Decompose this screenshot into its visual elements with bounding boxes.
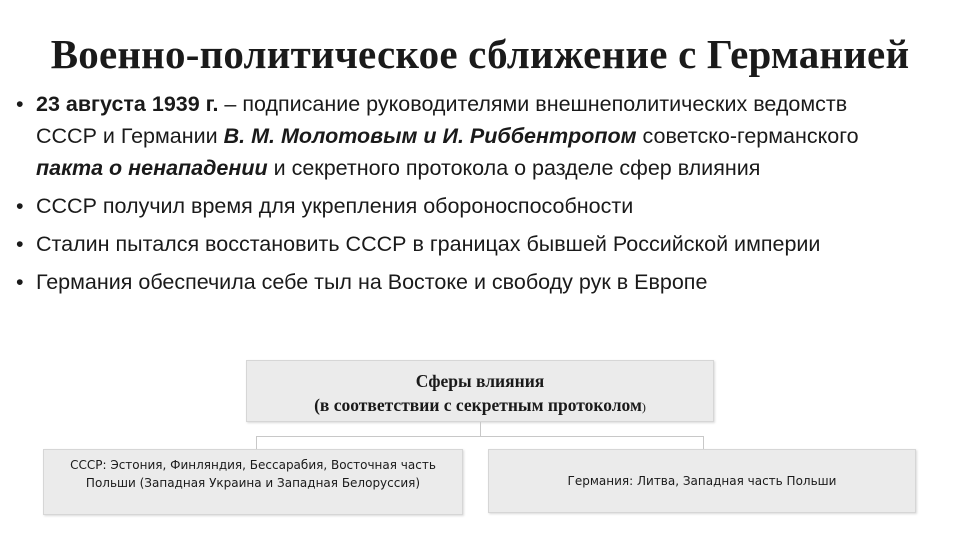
spheres-of-influence-box [246,360,714,422]
pact-text-1: – подписание руководителями внешнеполитических ведомств СССР и Германии [36,92,848,148]
bullet-marker: • [16,92,24,116]
bullet-text: СССР получил время для укрепления обороноспособности [36,194,634,218]
signatories: В. М. Молотовым и И. Риббентропом [223,124,637,148]
germany-sphere-box [488,449,916,513]
bullet-item-stalin [14,228,914,260]
bullet-item-defense [14,190,914,222]
pact-text-2: советско-германского [636,124,859,148]
bullet-item-germany [14,266,914,298]
pact-name: пакта о ненападении [36,156,268,180]
bullet-marker: • [16,232,24,256]
bullet-text: Сталин пытался восстановить СССР в границах бывшей Российской империи [36,232,821,256]
pact-date: 23 августа 1939 г. [36,92,219,116]
bullet-list [14,88,914,304]
bullet-marker: • [16,194,24,218]
connector-vertical [480,422,481,436]
ussr-sphere-text: СССР: Эстония, Финляндия, Бессарабия, Восточная часть Польши (Западная Украина и Западная Белоруссия) [70,458,436,490]
ussr-sphere-box [43,449,463,515]
bullet-item-pact [14,88,914,184]
bullet-marker: • [16,270,24,294]
pact-text-3: и секретного протокола о разделе сфер влияния [267,156,761,180]
spheres-subheading: (в соответствии с секретным протоколом) [314,395,646,415]
bullet-text: Германия обеспечила себе тыл на Востоке и свободу рук в Европе [36,270,708,294]
slide-title: Военно-политическое сближение с Германией [50,31,910,77]
spheres-heading: Сферы влияния [415,371,545,391]
germany-sphere-text: Германия: Литва, Западная часть Польши [567,474,837,488]
